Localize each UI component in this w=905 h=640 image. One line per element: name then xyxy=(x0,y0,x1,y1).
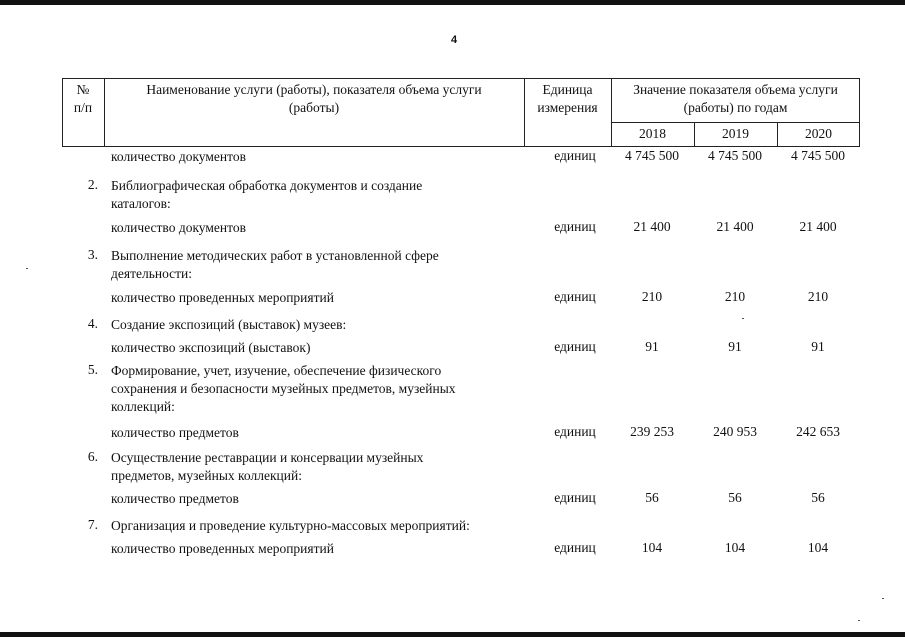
scan-speck xyxy=(882,598,884,599)
row-number: 7. xyxy=(87,517,98,532)
row-value-2019: 21 400 xyxy=(716,219,754,234)
header-col-name-line2: (работы) xyxy=(288,100,340,115)
row-indicator: количество предметов xyxy=(111,425,239,440)
row-value-2019: 210 xyxy=(724,289,746,304)
row-value-2018: 239 253 xyxy=(630,424,674,439)
row-title-line: Формирование, учет, изучение, обеспечение физического xyxy=(111,363,442,378)
row-value-2018: 91 xyxy=(645,339,659,354)
row-title xyxy=(111,362,521,416)
row-title-line: Выполнение методических работ в установленной сфере xyxy=(111,248,439,263)
header-col-unit-line2: измерения xyxy=(537,100,598,115)
row-title-line: каталогов: xyxy=(111,196,171,211)
scan-speck xyxy=(26,268,28,269)
row-unit: единиц xyxy=(554,540,596,555)
row-title xyxy=(111,449,521,485)
row-title-line: предметов, музейных коллекций: xyxy=(111,468,302,483)
page-number: 4 xyxy=(451,34,458,46)
header-col-no-line1: № xyxy=(76,82,90,97)
row-title xyxy=(111,247,521,283)
header-col-unit xyxy=(524,81,611,117)
row-value-2020: 56 xyxy=(811,490,825,505)
row-title-line: Библиографическая обработка документов и создание xyxy=(111,178,423,193)
row-title-line: Организация и проведение культурно-массовых мероприятий: xyxy=(111,518,470,533)
row-indicator: количество проведенных мероприятий xyxy=(111,290,334,305)
header-col-value-line2: (работы) по годам xyxy=(683,100,788,115)
row-title xyxy=(111,517,521,535)
header-col-value xyxy=(611,81,860,117)
row-indicator: количество предметов xyxy=(111,491,239,506)
row-unit: единиц xyxy=(554,339,596,354)
row-value-2020: 242 653 xyxy=(796,424,840,439)
header-col-value-line1: Значение показателя объема услуги xyxy=(633,82,838,97)
row-value-2019: 56 xyxy=(728,490,742,505)
row-indicator: количество документов xyxy=(111,220,246,235)
row-value-2018: 104 xyxy=(641,540,663,555)
header-year-2020: 2020 xyxy=(805,126,832,141)
row-number: 4. xyxy=(87,316,98,331)
row-value-2020: 21 400 xyxy=(799,219,837,234)
row-value-2019: 4 745 500 xyxy=(708,148,762,163)
row-title-line: коллекций: xyxy=(111,399,175,414)
header-col-name-line1: Наименование услуги (работы), показателя объема услуги xyxy=(146,82,482,97)
row-value-2018: 56 xyxy=(645,490,659,505)
row-value-2020: 4 745 500 xyxy=(791,148,845,163)
header-col-name xyxy=(104,81,524,117)
row-number: 2. xyxy=(87,177,98,192)
row-value-2020: 104 xyxy=(807,540,829,555)
row-unit: единиц xyxy=(554,148,596,163)
scan-speck xyxy=(858,620,860,621)
row-title-line: деятельности: xyxy=(111,266,193,281)
row-title xyxy=(111,177,521,213)
header-col-no-line2: п/п xyxy=(73,100,93,115)
row-value-2019: 104 xyxy=(724,540,746,555)
row-number: 5. xyxy=(87,362,98,377)
scan-speck xyxy=(742,318,744,319)
header-col-unit-line1: Единица xyxy=(542,82,593,97)
row-value-2020: 91 xyxy=(811,339,825,354)
row-title-line: Осуществление реставрации и консервации музейных xyxy=(111,450,424,465)
row-value-2020: 210 xyxy=(807,289,829,304)
row-value-2019: 240 953 xyxy=(713,424,757,439)
header-year-2019: 2019 xyxy=(722,126,749,141)
scan-bottom-border xyxy=(0,632,905,637)
header-col-no xyxy=(62,81,104,117)
row-unit: единиц xyxy=(554,219,596,234)
row-title-line: Создание экспозиций (выставок) музеев: xyxy=(111,317,347,332)
scan-top-border xyxy=(0,0,905,5)
row-number: 3. xyxy=(87,247,98,262)
row-title xyxy=(111,316,521,334)
row-indicator: количество проведенных мероприятий xyxy=(111,541,334,556)
row-unit: единиц xyxy=(554,289,596,304)
row-number: 6. xyxy=(87,449,98,464)
row-unit: единиц xyxy=(554,490,596,505)
row-indicator: количество документов xyxy=(111,149,246,164)
row-value-2018: 4 745 500 xyxy=(625,148,679,163)
row-value-2018: 210 xyxy=(641,289,663,304)
row-title-line: сохранения и безопасности музейных предметов, музейных xyxy=(111,381,456,396)
row-value-2018: 21 400 xyxy=(633,219,671,234)
row-value-2019: 91 xyxy=(728,339,742,354)
row-unit: единиц xyxy=(554,424,596,439)
header-year-2018: 2018 xyxy=(639,126,666,141)
row-indicator: количество экспозиций (выставок) xyxy=(111,340,311,355)
header-divider xyxy=(611,122,860,123)
